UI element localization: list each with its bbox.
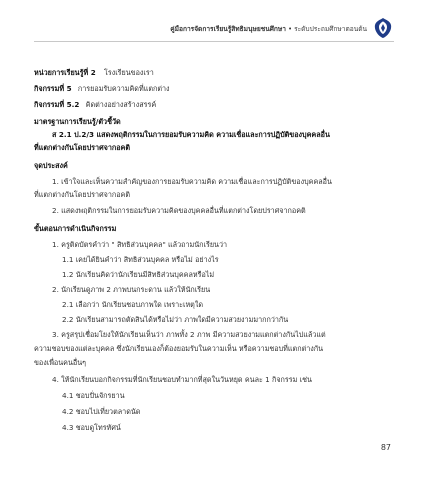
procedure-step-4-3: 4.3 ชอบดูโทรทัศน์ <box>62 423 121 432</box>
procedure-step-3-cont-2: ของเพื่อนคนอื่นๆ <box>34 358 86 367</box>
standards-line-2: ที่แตกต่างกันโดยปราศจากอคติ <box>34 143 131 152</box>
header-title: คู่มือการจัดการเรียนรู้สิทธิมนุษยชนศึกษา <box>170 24 286 33</box>
unit-label: หน่วยการเรียนรู้ที่ 2 <box>34 68 96 77</box>
ministry-seal-icon <box>373 17 393 39</box>
procedure-step-2-2: 2.2 นักเรียนสามารถตัดสินได้หรือไม่ว่า ภาพใดมีความสวยงามมากกว่ากัน <box>62 315 289 324</box>
procedure-step-4-2: 4.2 ชอบไปเที่ยวตลาดนัด <box>62 407 141 416</box>
procedure-step-1-1: 1.1 เคยได้ยินคำว่า สิทธิส่วนบุคคล หรือไม่ อย่างไร <box>62 255 219 264</box>
activity-label: กิจกรรมที่ 5 <box>34 84 72 93</box>
unit-line <box>34 68 154 78</box>
sub-activity-value: คิดต่างอย่างสร้างสรรค์ <box>85 100 157 109</box>
header-subtitle: ระดับประถมศึกษาตอนต้น <box>294 24 367 33</box>
activity-value: การยอมรับความคิดที่แตกต่าง <box>77 84 170 93</box>
header-divider <box>34 41 394 42</box>
header-separator: • <box>288 24 292 33</box>
objective-item-1: 1. เข้าใจและเห็นความสำคัญของการยอมรับความคิด ความเชื่อและการปฏิบัติของบุคคลอื่น <box>52 177 332 186</box>
procedure-step-2: 2. นักเรียนดูภาพ 2 ภาพบนกระดาน แล้วให้นักเรียน <box>52 285 211 294</box>
procedure-step-4: 4. ให้นักเรียนบอกกิจกรรมที่นักเรียนชอบทำมากที่สุดในวันหยุด คนละ 1 กิจกรรม เช่น <box>52 375 312 384</box>
objective-item-1-cont: ที่แตกต่างกันโดยปราศจากอคติ <box>34 190 131 199</box>
page-number: 87 <box>380 443 391 452</box>
procedure-step-2-1: 2.1 เลือกว่า นักเรียนชอบภาพใด เพราะเหตุใด <box>62 300 204 309</box>
objectives-heading: จุดประสงค์ <box>34 161 68 170</box>
standards-heading: มาตรฐานการเรียนรู้/ตัวชี้วัด <box>34 117 121 126</box>
objective-item-2: 2. แสดงพฤติกรรมในการยอมรับความคิดของบุคคลอื่นที่แตกต่างโดยปราศจากอคติ <box>52 206 306 215</box>
procedure-step-3: 3. ครูสรุปเชื่อมโยงให้นักเรียนเห็นว่า ภาพทั้ง 2 ภาพ มีความสวยงามแตกต่างกันไปแล้วแต่ <box>52 330 326 339</box>
procedure-heading: ขั้นตอนการดำเนินกิจกรรม <box>34 224 117 233</box>
sub-activity-line <box>34 100 156 110</box>
sub-activity-label: กิจกรรมที่ 5.2 <box>34 100 80 109</box>
procedure-step-3-cont-1: ความชอบของแต่ละบุคคล ซึ่งนักเรียนเองก็ต้องยอมรับในความเห็น หรือความชอบที่แตกต่างกัน <box>34 344 324 353</box>
procedure-step-1-2: 1.2 นักเรียนคิดว่านักเรียนมีสิทธิส่วนบุคคลหรือไม่ <box>62 270 215 279</box>
page-header <box>170 16 393 40</box>
procedure-step-1: 1. ครูติดบัตรคำว่า " สิทธิส่วนบุคคล" แล้วถามนักเรียนว่า <box>52 240 228 249</box>
standards-line-1: ส 2.1 ป.2/3 แสดงพฤติกรรมในการยอมรับความคิด ความเชื่อและการปฏิบัติของบุคคลอื่น <box>52 130 330 139</box>
procedure-step-4-1: 4.1 ชอบปั่นจักรยาน <box>62 391 125 400</box>
header-text <box>170 23 367 34</box>
activity-line <box>34 84 170 94</box>
unit-value: โรงเรียนของเรา <box>104 68 154 77</box>
